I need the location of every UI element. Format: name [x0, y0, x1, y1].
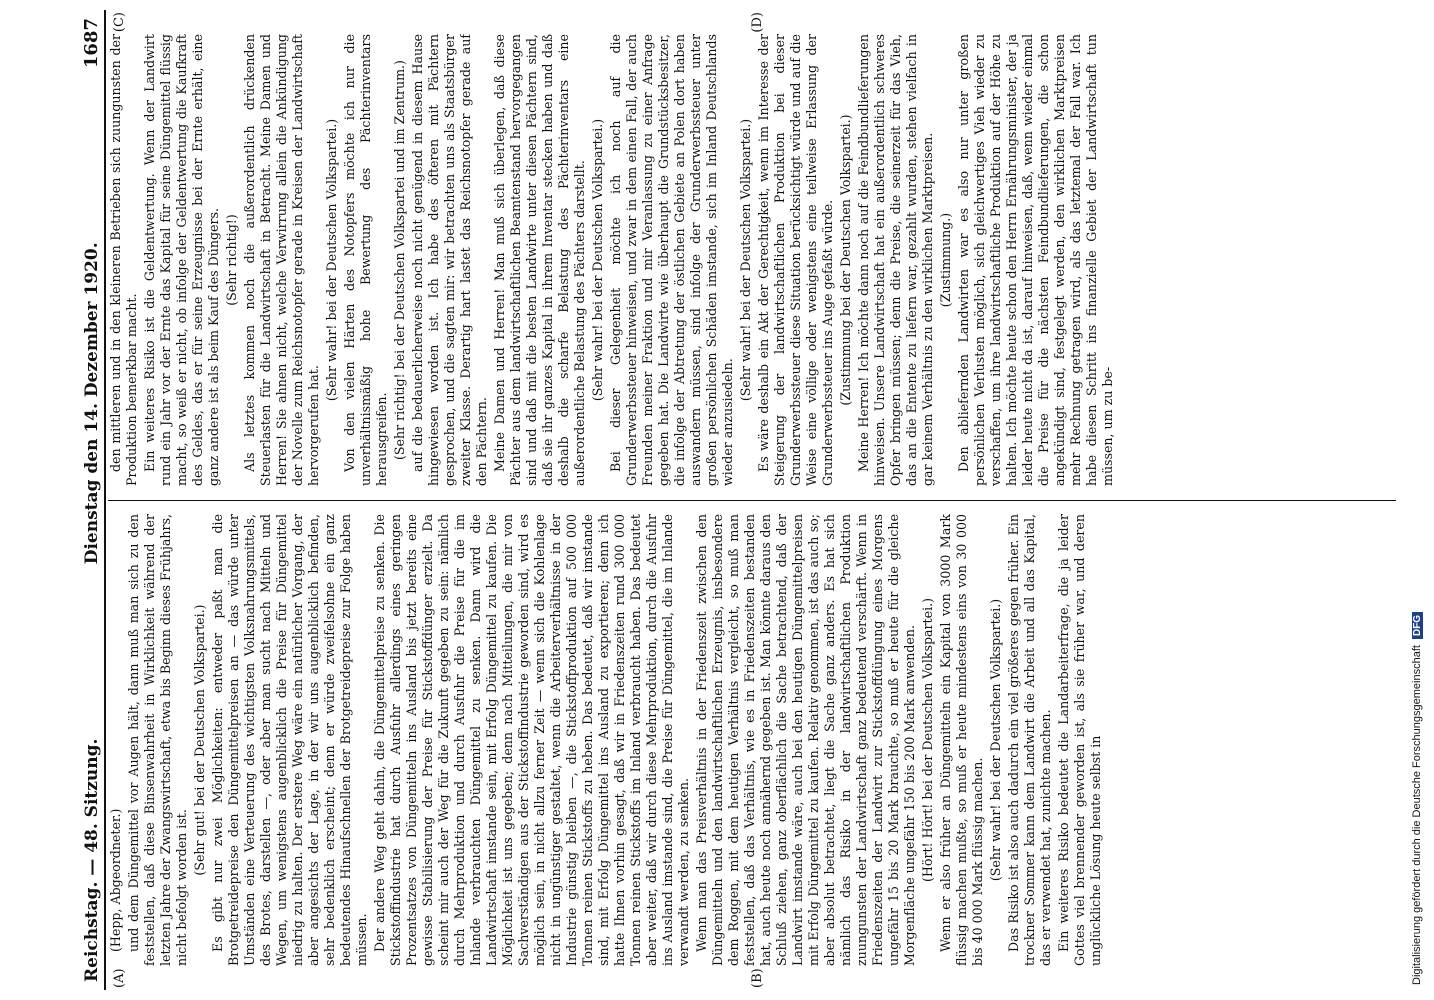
paragraph: Wenn man das Preisverhältnis in der Friedenszeit zwischen den Düngemitteln und den landwirtschaftlichen Erzeugnis, insbesondere dem Roggen, mit dem heutigen Verhältnis vergleicht, so muß man feststellen, daß das Verhältnis, wie es in Friedenszeiten bestanden hat, auch heute noch annähernd gegeben ist. Man könnte daraus den Schluß ziehen, ganz oberflächlich die Sache betrachtend, daß der Landwirt imstande wäre, auch bei den heutigen Düngemittelpreisen mit Erfolg Düngemittel zu kaufen. Relativ genommen, ist das auch so; aber absolut betrachtet, liegt die Sache ganz anders. Es hat sich nämlich das Risiko in der landwirtschaftlichen Produktion zuungunsten der Landwirtschaft ganz bedeutend verschärft. Wenn in Friedenszeiten der Landwirt zur Stickstoffdüngung eines Morgens ungefähr 15 bis 20 Mark brauchte, so muß er heute für die gleiche Morgenfläche ungefähr 150 bis 200 Mark anwenden.: [694, 514, 917, 966]
paragraph: (Hört! Hört! bei der Deutschen Volkspartei.): [920, 597, 935, 883]
paragraph: Es gibt nur zwei Möglichkeiten: entweder paßt man die Brotgetreidepreise den Düngemittelpreisen an — das würde unter Umständen eine Verteuerung des wichtigsten Volksnahrungsmittels, des Brotes, darstellen —, oder aber man sucht nach Mitteln und Wegen, um wenigstens augenblicklich die Preise für Düngemittel niedrig zu halten. Der erstere Weg wäre ein natürlicher Vorgang, der aber angesichts der Lage, in der wir uns augenblicklich befinden, sehr bedenklich erscheint; denn er würde zweifelsohne ein ganz bedeutendes Hinaufschnellen der Brotgetreidepreise zur Folge haben müssen.: [210, 514, 369, 966]
paragraph: Von den vielen Härten des Notopfers möchte ich nur die unverhältnismäßig hohe Bewertung des Pächterinventars herausgreifen.: [342, 34, 389, 486]
left-column: [108, 514, 1396, 966]
paragraph: (Zustimmung bei der Deutschen Volkspartei.): [838, 114, 853, 406]
header-date: Dienstag den 14. Dezember 1920.: [82, 242, 102, 565]
paragraph: Es wäre deshalb ein Akt der Gerechtigkeit, wenn im Interesse der Steigerung der landwirtschaftlichen Produktion bei dieser Grunderwerbssteuer diese Situation berücksichtigt würde und auf die Weise eine völlige oder wenigstens eine teilweise Erlassung der Grunderwerbssteuer ins Auge gefaßt würde.: [756, 34, 835, 486]
paragraph: (Sehr richtig! bei der Deutschen Volkspartei und im Zentrum.): [392, 60, 407, 460]
paragraph: Meine Damen und Herren! Man muß sich überlegen, daß diese Pächter aus dem landwirtschaftlichen Beamtenstand hervorgegangen sind und daß mit die besten Landwirte unter diesen Pächtern sind, daß sie ihr ganzes Kapital in ihrem Inventar stecken haben und daß deshalb die scharfe Belastung des Pächterinventars eine außerordentliche Belastung des Pächters darstellt.: [492, 34, 587, 486]
paragraph: (Sehr wahr! bei der Deutschen Volkspartei.): [324, 118, 339, 402]
paragraph: Ein weiteres Risiko ist die Geldentwertung. Wenn der Landwirt rund ein Jahr vor der Ernte das Kapital für seine Düngemittel flüssig macht, so weiß er nicht, ob infolge der Geldentwertung die Kaufkraft des Geldes, das er für seine Erzeugnisse bei der Ernte erhält, eine ganz andere ist als beim Kauf des Düngers.: [142, 34, 221, 486]
column-divider: [108, 500, 1396, 501]
right-column: [108, 34, 1396, 486]
rotated-newspaper-page: [60, 10, 1410, 990]
page-number: 1687: [81, 18, 102, 69]
credit-text: Digitalisierung gefördert durch die Deutsche Forschungsgemeinschaft: [1411, 645, 1423, 985]
paragraph: auf die bedauerlicherweise noch nicht genügend in diesem Hause hingewiesen worden ist. Ich habe des öfteren mit Pächtern gesprochen, und die sagten mir: wir betrachten uns als Staatsbürger zweiter Klasse. Derartig hart lastet das Reichsnotopfer gerade auf den Pächtern.: [410, 34, 489, 486]
paragraph: Als letztes kommen noch die außerordentlich drückenden Steuerlasten für die Landwirtschaft in Betracht. Meine Damen und Herren! Sie ahnen nicht, welche Verwirrung allein die Ankündigung der Novelle zum Reichsnotopfer gerade in Kreisen der Landwirtschaft hervorgerufen hat.: [242, 34, 321, 486]
margin-marker-d: (D): [750, 12, 765, 33]
paragraph: Ein weiteres Risiko bedeutet die Landarbeiterfrage, die ja leider Gottes viel brennender geworden ist, als sie früher war, und deren unglückliche Lösung heute selbst in: [1056, 514, 1103, 966]
paragraph: Meine Herren! Ich möchte dann noch auf die Feindbundlieferungen hinweisen. Unsere Landwirtschaft hat ein außerordentlich schweres Opfer bringen müssen; denn die Preise, die seinerzeit für das Vieh, das an die Entente zu liefern war, gezahlt wurden, stehen vielfach in gar keinem Verhältnis zu den wirklichen Marktpreisen.: [856, 34, 935, 486]
paragraph: Wenn er also früher an Düngemitteln ein Kapital von 3000 Mark flüssig machen mußte, so muß er heute mindestens eins von 30 000 bis 40 000 Mark flüssig machen.: [938, 514, 985, 966]
paragraph: den mittleren und in den kleineren Betrieben sich zuungunsten der Produktion bemerkbar macht.: [108, 34, 139, 486]
paragraph: Den abliefernden Landwirten war es also nur unter großen persönlichen Verlusten möglich, sich gleichwertiges Vieh wieder zu verschaffen, um ihre landwirtschaftliche Produktion auf der Höhe zu halten. Ich möchte heute schon den Herrn Ernährungsminister, der ja leider heute nicht da ist, darauf hinweisen, daß, wenn wieder einmal die Preise für die nächsten Feindbundlieferungen, die schon angekündigt sind, festgelegt werden, den wirklichen Marktpreisen mehr Rechnung getragen wird, als das letztemal der Fall war. Ich habe diesen Schritt ins finanzielle Gebiet der Landwirtschaft tun müssen, um zu be-: [956, 34, 1115, 486]
scanned-page: [60, 10, 1410, 990]
paragraph: Das Risiko ist also auch dadurch ein viel größeres gegen früher. Ein trockner Sommer kann dem Landwirt die Arbeit und all das Kapital, das er verwendet hat, zunichte machen.: [1006, 514, 1053, 966]
margin-marker-b: (B): [750, 968, 765, 988]
paragraph: (Zustimmung.): [938, 212, 953, 308]
paragraph: (Sehr wahr! bei der Deutschen Volkspartei.): [988, 598, 1003, 882]
paragraph: Bei dieser Gelegenheit möchte ich noch auf die Grunderwerbssteuer hinweisen, und zwar in dem einen Fall, der auch Freunden meiner Fraktion und mir Veranlassung zu einer Anfrage gegeben hat. Die Landwirte wie überhaupt die Grundstücksbesitzer, die infolge der Abtretung der östlichen Gebiete an Polen dort haben auswandern müssen, sind infolge der Grunderwerbssteuer unter großen persönlichen Schäden imstande, sich im Inland Deutschlands wieder anzusiedeln.: [608, 34, 735, 486]
margin-marker-c: (C): [112, 12, 127, 33]
header-left: Reichstag. — 48. Sitzung.: [82, 738, 102, 982]
margin-marker-a: (A): [112, 968, 127, 988]
paragraph: (Sehr wahr! bei der Deutschen Volkspartei.): [590, 118, 605, 402]
paragraph: Der andere Weg geht dahin, die Düngemittelpreise zu senken. Die Stickstoffindustrie hat durch Ausfuhr allerdings eines geringen Prozentsatzes von Düngemitteln ins Ausland bis jetzt bereits eine gewisse Stabilisierung der Preise für Stickstoffdünger erzielt. Da scheint mir auch der Weg für die Zukunft gegeben zu sein: nämlich durch Mehrproduktion und durch Ausfuhr die Preise für die im Inlande verbrauchten Düngemittel zu senken. Dann wird die Landwirtschaft imstande sein, mit Erfolg Düngemittel zu kaufen. Die Möglichkeit ist uns gegeben; denn nach Mitteilungen, die mir von Sachverständigen aus der Stickstoffindustrie geworden sind, wird es möglich sein, in nicht allzu ferner Zeit — wenn sich die Kohlenlage nicht in ungünstiger gestaltet, wenn die Arbeiterverhältnisse in der Industrie günstig bleiben —, die Stickstoffproduktion auf 500 000 Tonnen reinen Stickstoffs zu heben. Das bedeutet, daß wir imstande sind, mit Erfolg Düngemittel ins Ausland zu exportieren; denn ich hatte Ihnen vorhin gesagt, daß wir in Friedenszeiten rund 300 000 Tonnen reinen Stickstoffs im Inland verbraucht haben. Das bedeutet aber weiter, daß wir durch diese Mehrproduktion, durch die Ausfuhr ins Ausland imstande sind, die Preise für Düngemittel, die im Inlande verwandt werden, zu senken.: [372, 514, 691, 966]
paragraph: (Hepp, Abgeordneter.): [108, 808, 123, 952]
paragraph: (Sehr richtig!): [224, 214, 239, 306]
page-header: [70, 10, 106, 990]
dfg-logo: DFG: [1412, 612, 1423, 639]
paragraph: und dem Düngemittel vor Augen hält, dann muß man sich zu den feststellen, daß diese Binsenwahrheit in Wirklichkeit während der letzten Jahre der Zwangswirtschaft, etwa bis Beginn dieses Frühjahrs, nicht befolgt worden ist.: [126, 514, 189, 966]
paragraph: (Sehr gut! bei der Deutschen Volkspartei.): [192, 604, 207, 876]
paragraph: (Sehr wahr! bei der Deutschen Volkspartei.): [738, 118, 753, 402]
digitization-credit: [1402, 0, 1432, 1000]
